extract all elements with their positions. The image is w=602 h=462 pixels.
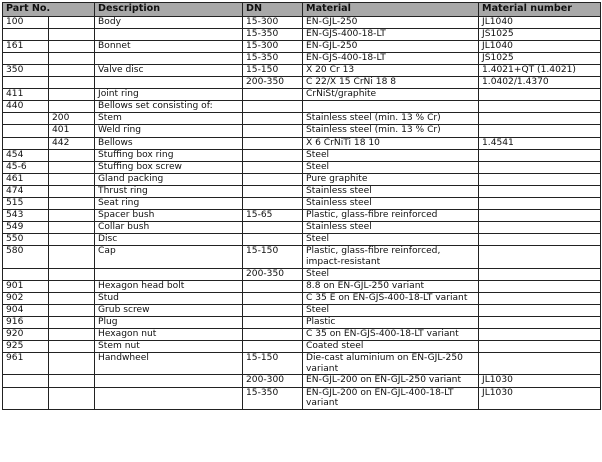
- header-material-number: Material number: [479, 3, 601, 17]
- dn-cell: 15-350: [243, 52, 303, 64]
- description-cell: Hexagon head bolt: [95, 280, 243, 292]
- dn-cell: 200-300: [243, 375, 303, 387]
- table-row: [3, 40, 601, 52]
- material-cell: Stainless steel (min. 13 % Cr): [303, 113, 479, 125]
- material-number-cell: [479, 316, 601, 328]
- dn-cell: 15-150: [243, 64, 303, 76]
- material-cell: C 22/X 15 CrNi 18 8: [303, 77, 479, 89]
- table-row: [3, 375, 601, 387]
- description-cell: [95, 375, 243, 387]
- table-row: [3, 173, 601, 185]
- part-no-cell: [3, 113, 49, 125]
- table-row: [3, 149, 601, 161]
- table-row: [3, 304, 601, 316]
- part-no-cell: 474: [3, 185, 49, 197]
- material-cell: EN-GJS-400-18-LT: [303, 28, 479, 40]
- table-row: [3, 246, 601, 268]
- table-row: [3, 161, 601, 173]
- dn-cell: [243, 149, 303, 161]
- dn-cell: [243, 101, 303, 113]
- part-no-cell: 543: [3, 210, 49, 222]
- part-no-cell: [3, 125, 49, 137]
- material-cell: EN-GJL-250: [303, 40, 479, 52]
- material-cell: CrNiSt/graphite: [303, 89, 479, 101]
- dn-cell: [243, 137, 303, 149]
- part-no-cell: 454: [3, 149, 49, 161]
- header-description: Description: [95, 3, 243, 17]
- sub-part-no-cell: [49, 292, 95, 304]
- table-row: [3, 341, 601, 353]
- description-cell: Stuffing box screw: [95, 161, 243, 173]
- part-no-cell: 550: [3, 234, 49, 246]
- table-row: [3, 198, 601, 210]
- part-no-cell: 925: [3, 341, 49, 353]
- sub-part-no-cell: [49, 185, 95, 197]
- material-cell: Stainless steel: [303, 198, 479, 210]
- dn-cell: 15-350: [243, 387, 303, 409]
- sub-part-no-cell: [49, 280, 95, 292]
- part-no-cell: 916: [3, 316, 49, 328]
- part-no-cell: [3, 28, 49, 40]
- sub-part-no-cell: 442: [49, 137, 95, 149]
- material-number-cell: [479, 161, 601, 173]
- material-number-cell: [479, 353, 601, 375]
- part-no-cell: 902: [3, 292, 49, 304]
- dn-cell: 15-350: [243, 28, 303, 40]
- material-cell: Plastic, glass-fibre reinforced, impact-resistant: [303, 246, 479, 268]
- dn-cell: [243, 304, 303, 316]
- header-material: Material: [303, 3, 479, 17]
- material-number-cell: [479, 329, 601, 341]
- sub-part-no-cell: [49, 89, 95, 101]
- material-cell: [303, 101, 479, 113]
- material-cell: Steel: [303, 304, 479, 316]
- table-row: [3, 210, 601, 222]
- material-number-cell: [479, 89, 601, 101]
- material-number-cell: [479, 113, 601, 125]
- description-cell: Bellows: [95, 137, 243, 149]
- description-cell: Hexagon nut: [95, 329, 243, 341]
- description-cell: [95, 52, 243, 64]
- dn-cell: [243, 222, 303, 234]
- table-row: [3, 316, 601, 328]
- sub-part-no-cell: [49, 101, 95, 113]
- material-cell: EN-GJL-200 on EN-GJL-250 variant: [303, 375, 479, 387]
- sub-part-no-cell: 200: [49, 113, 95, 125]
- dn-cell: [243, 161, 303, 173]
- sub-part-no-cell: 401: [49, 125, 95, 137]
- dn-cell: [243, 185, 303, 197]
- sub-part-no-cell: [49, 77, 95, 89]
- material-cell: EN-GJS-400-18-LT: [303, 52, 479, 64]
- part-no-cell: 45-6: [3, 161, 49, 173]
- description-cell: Stem nut: [95, 341, 243, 353]
- table-row: [3, 353, 601, 375]
- part-no-cell: 515: [3, 198, 49, 210]
- part-no-cell: [3, 268, 49, 280]
- parts-list-table: [2, 2, 601, 410]
- material-cell: Plastic, glass-fibre reinforced: [303, 210, 479, 222]
- description-cell: Spacer bush: [95, 210, 243, 222]
- material-number-cell: [479, 198, 601, 210]
- material-number-cell: [479, 210, 601, 222]
- table-row: [3, 137, 601, 149]
- material-cell: EN-GJL-250: [303, 16, 479, 28]
- dn-cell: [243, 316, 303, 328]
- material-number-cell: [479, 341, 601, 353]
- description-cell: Bonnet: [95, 40, 243, 52]
- sub-part-no-cell: [49, 375, 95, 387]
- material-cell: Stainless steel (min. 13 % Cr): [303, 125, 479, 137]
- description-cell: Bellows set consisting of:: [95, 101, 243, 113]
- material-number-cell: [479, 101, 601, 113]
- description-cell: Stem: [95, 113, 243, 125]
- part-no-cell: [3, 52, 49, 64]
- sub-part-no-cell: [49, 222, 95, 234]
- material-number-cell: [479, 185, 601, 197]
- description-cell: Handwheel: [95, 353, 243, 375]
- sub-part-no-cell: [49, 52, 95, 64]
- table-row: [3, 234, 601, 246]
- material-cell: Steel: [303, 234, 479, 246]
- header-dn: DN: [243, 3, 303, 17]
- dn-cell: [243, 173, 303, 185]
- sub-part-no-cell: [49, 28, 95, 40]
- part-no-cell: 100: [3, 16, 49, 28]
- table-row: [3, 77, 601, 89]
- dn-cell: [243, 89, 303, 101]
- material-cell: C 35 on EN-GJS-400-18-LT variant: [303, 329, 479, 341]
- description-cell: Collar bush: [95, 222, 243, 234]
- sub-part-no-cell: [49, 353, 95, 375]
- part-no-cell: 411: [3, 89, 49, 101]
- table-row: [3, 89, 601, 101]
- description-cell: Body: [95, 16, 243, 28]
- table-row: [3, 280, 601, 292]
- table-row: [3, 222, 601, 234]
- material-cell: C 35 E on EN-GJS-400-18-LT variant: [303, 292, 479, 304]
- sub-part-no-cell: [49, 16, 95, 28]
- sub-part-no-cell: [49, 329, 95, 341]
- description-cell: Plug: [95, 316, 243, 328]
- material-number-cell: JL1040: [479, 40, 601, 52]
- table-row: [3, 16, 601, 28]
- material-cell: Coated steel: [303, 341, 479, 353]
- material-cell: Steel: [303, 268, 479, 280]
- material-cell: X 20 Cr 13: [303, 64, 479, 76]
- description-cell: Weld ring: [95, 125, 243, 137]
- material-number-cell: [479, 304, 601, 316]
- part-no-cell: [3, 387, 49, 409]
- material-number-cell: [479, 246, 601, 268]
- table-row: [3, 28, 601, 40]
- sub-part-no-cell: [49, 198, 95, 210]
- material-number-cell: [479, 125, 601, 137]
- part-no-cell: 350: [3, 64, 49, 76]
- dn-cell: [243, 280, 303, 292]
- description-cell: Thrust ring: [95, 185, 243, 197]
- description-cell: [95, 28, 243, 40]
- table-row: [3, 113, 601, 125]
- part-no-cell: 904: [3, 304, 49, 316]
- material-number-cell: [479, 173, 601, 185]
- part-no-cell: 580: [3, 246, 49, 268]
- material-number-cell: [479, 268, 601, 280]
- table-row: [3, 64, 601, 76]
- material-cell: EN-GJL-200 on EN-GJL-400-18-LT variant: [303, 387, 479, 409]
- description-cell: Valve disc: [95, 64, 243, 76]
- table-row: [3, 268, 601, 280]
- dn-cell: [243, 329, 303, 341]
- sub-part-no-cell: [49, 387, 95, 409]
- material-number-cell: [479, 234, 601, 246]
- material-number-cell: JL1040: [479, 16, 601, 28]
- material-number-cell: JL1030: [479, 387, 601, 409]
- part-no-cell: 901: [3, 280, 49, 292]
- dn-cell: [243, 234, 303, 246]
- sub-part-no-cell: [49, 246, 95, 268]
- part-no-cell: [3, 375, 49, 387]
- material-number-cell: [479, 280, 601, 292]
- sub-part-no-cell: [49, 316, 95, 328]
- sub-part-no-cell: [49, 210, 95, 222]
- dn-cell: [243, 292, 303, 304]
- material-cell: 8.8 on EN-GJL-250 variant: [303, 280, 479, 292]
- table-row: [3, 101, 601, 113]
- description-cell: Stud: [95, 292, 243, 304]
- dn-cell: 15-150: [243, 246, 303, 268]
- sub-part-no-cell: [49, 161, 95, 173]
- sub-part-no-cell: [49, 173, 95, 185]
- material-cell: X 6 CrNiTi 18 10: [303, 137, 479, 149]
- header-part-no: Part No.: [3, 3, 95, 17]
- description-cell: Seat ring: [95, 198, 243, 210]
- description-cell: [95, 387, 243, 409]
- sub-part-no-cell: [49, 234, 95, 246]
- part-no-cell: 920: [3, 329, 49, 341]
- material-cell: Pure graphite: [303, 173, 479, 185]
- part-no-cell: [3, 137, 49, 149]
- material-number-cell: 1.4021+QT (1.4021): [479, 64, 601, 76]
- dn-cell: [243, 198, 303, 210]
- table-body: [3, 16, 601, 409]
- sub-part-no-cell: [49, 40, 95, 52]
- description-cell: Joint ring: [95, 89, 243, 101]
- material-number-cell: 1.0402/1.4370: [479, 77, 601, 89]
- description-cell: Gland packing: [95, 173, 243, 185]
- dn-cell: 15-150: [243, 353, 303, 375]
- table-row: [3, 52, 601, 64]
- description-cell: [95, 268, 243, 280]
- sub-part-no-cell: [49, 268, 95, 280]
- material-number-cell: JS1025: [479, 28, 601, 40]
- table-row: [3, 387, 601, 409]
- dn-cell: 15-300: [243, 40, 303, 52]
- dn-cell: 15-300: [243, 16, 303, 28]
- description-cell: Disc: [95, 234, 243, 246]
- description-cell: [95, 77, 243, 89]
- description-cell: Grub screw: [95, 304, 243, 316]
- dn-cell: [243, 113, 303, 125]
- part-no-cell: 461: [3, 173, 49, 185]
- material-number-cell: 1.4541: [479, 137, 601, 149]
- material-cell: Stainless steel: [303, 222, 479, 234]
- dn-cell: 15-65: [243, 210, 303, 222]
- sub-part-no-cell: [49, 304, 95, 316]
- material-cell: Steel: [303, 149, 479, 161]
- material-number-cell: [479, 222, 601, 234]
- dn-cell: [243, 125, 303, 137]
- material-number-cell: JS1025: [479, 52, 601, 64]
- material-cell: Plastic: [303, 316, 479, 328]
- material-cell: Steel: [303, 161, 479, 173]
- material-number-cell: [479, 292, 601, 304]
- part-no-cell: 961: [3, 353, 49, 375]
- sub-part-no-cell: [49, 64, 95, 76]
- material-number-cell: JL1030: [479, 375, 601, 387]
- table-row: [3, 292, 601, 304]
- part-no-cell: 549: [3, 222, 49, 234]
- material-number-cell: [479, 149, 601, 161]
- table-row: [3, 125, 601, 137]
- description-cell: Cap: [95, 246, 243, 268]
- table-header-row: [3, 3, 601, 17]
- sub-part-no-cell: [49, 341, 95, 353]
- description-cell: Stuffing box ring: [95, 149, 243, 161]
- material-cell: Die-cast aluminium on EN-GJL-250 variant: [303, 353, 479, 375]
- table-row: [3, 185, 601, 197]
- part-no-cell: 440: [3, 101, 49, 113]
- part-no-cell: 161: [3, 40, 49, 52]
- part-no-cell: [3, 77, 49, 89]
- dn-cell: 200-350: [243, 77, 303, 89]
- sub-part-no-cell: [49, 149, 95, 161]
- material-cell: Stainless steel: [303, 185, 479, 197]
- table-row: [3, 329, 601, 341]
- dn-cell: [243, 341, 303, 353]
- dn-cell: 200-350: [243, 268, 303, 280]
